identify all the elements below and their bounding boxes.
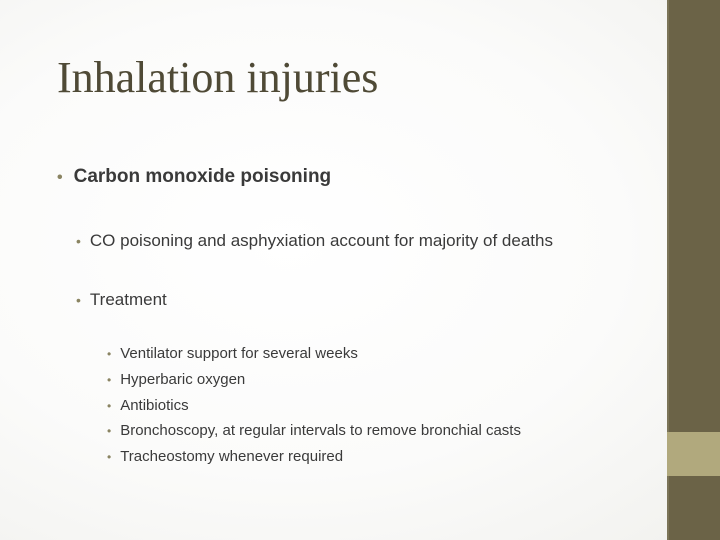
bullet-text: Carbon monoxide poisoning bbox=[73, 166, 332, 187]
bullet-text: Treatment bbox=[89, 290, 167, 309]
bullet-dot-icon: • bbox=[107, 398, 112, 413]
bullet-dot-icon: • bbox=[107, 424, 112, 439]
bullet-dot-icon: • bbox=[107, 347, 112, 361]
list-item-text: Antibiotics bbox=[120, 396, 189, 414]
list-item bbox=[107, 446, 521, 472]
list-item-text: Tracheostomy whenever required bbox=[120, 448, 344, 466]
treatment-list bbox=[107, 343, 521, 472]
bullet-treatment bbox=[76, 290, 167, 310]
list-item bbox=[107, 395, 521, 421]
slide-title: Inhalation injuries bbox=[57, 53, 379, 102]
bullet-dot-icon: • bbox=[107, 372, 112, 387]
list-item-text: Ventilator support for several weeks bbox=[120, 345, 358, 362]
bullet-dot-icon: • bbox=[107, 450, 112, 465]
list-item bbox=[107, 369, 521, 395]
bullet-carbon-monoxide bbox=[57, 166, 331, 188]
bullet-text: CO poisoning and asphyxiation account for majority of deaths bbox=[89, 231, 553, 250]
bullet-dot-icon: • bbox=[57, 169, 63, 186]
side-bar-accent-block bbox=[667, 432, 720, 476]
list-item-text: Hyperbaric oxygen bbox=[120, 370, 246, 388]
list-item bbox=[107, 343, 521, 369]
list-item bbox=[107, 420, 521, 446]
side-decoration-bar bbox=[667, 0, 720, 540]
bullet-co-deaths bbox=[76, 231, 553, 251]
bullet-dot-icon: • bbox=[76, 292, 81, 308]
bullet-dot-icon: • bbox=[76, 233, 81, 249]
list-item-text: Bronchoscopy, at regular intervals to remove bronchial casts bbox=[120, 422, 521, 440]
